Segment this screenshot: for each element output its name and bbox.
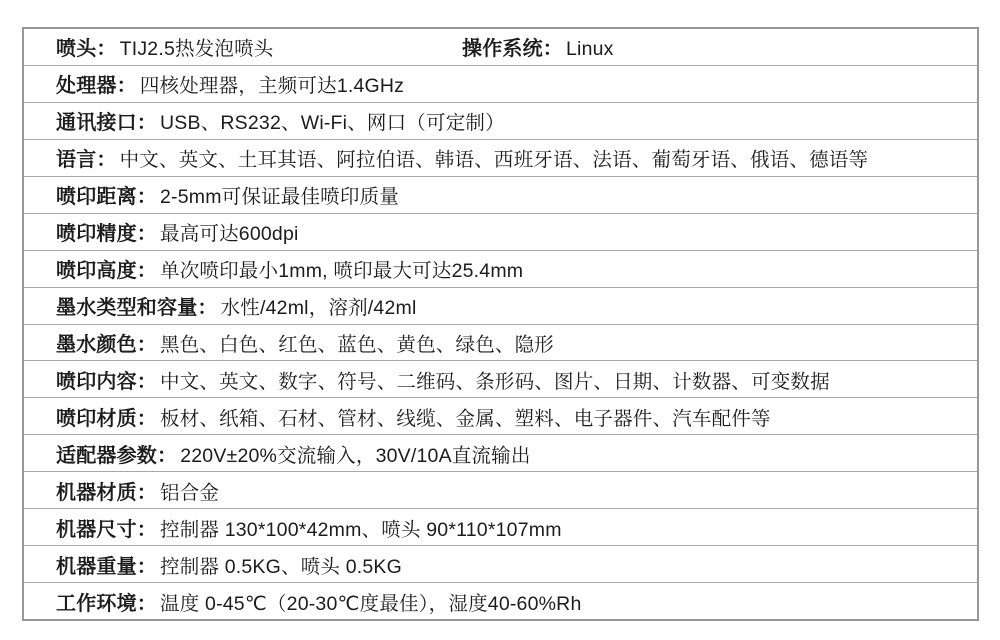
- spec-value-ink-colors: 黑色、白色、红色、蓝色、黄色、绿色、隐形: [160, 333, 555, 356]
- spec-cell-print-content: [56, 365, 830, 394]
- spec-row-working-environment: [24, 583, 977, 619]
- spec-row-print-resolution: [24, 214, 977, 251]
- spec-label-print-height: 喷印高度：: [56, 260, 157, 283]
- spec-cell-os: [462, 32, 614, 61]
- spec-label-interfaces: 通讯接口：: [56, 112, 157, 135]
- spec-value-print-height: 单次喷印最小1mm, 喷印最大可达25.4mm: [160, 260, 524, 283]
- spec-row-ink-type-capacity: [24, 288, 977, 325]
- spec-row-machine-size: [24, 509, 977, 546]
- spec-cell-print-materials: [56, 402, 771, 431]
- spec-label-ink-type-capacity: 墨水类型和容量：: [56, 297, 218, 320]
- spec-row-ink-colors: [24, 325, 977, 362]
- spec-row-print-height: [24, 251, 977, 288]
- spec-label-machine-material: 机器材质：: [56, 481, 157, 504]
- spec-value-working-environment: 温度 0-45℃（20-30℃度最佳），湿度40-60%Rh: [160, 592, 582, 615]
- spec-value-print-distance: 2-5mm可保证最佳喷印质量: [160, 186, 399, 209]
- spec-cell-print-height: [56, 254, 523, 283]
- spec-cell-printhead: [56, 32, 462, 61]
- spec-row-languages: [24, 140, 977, 177]
- spec-cell-print-resolution: [56, 217, 299, 246]
- spec-label-machine-weight: 机器重量：: [56, 555, 157, 578]
- spec-row-print-materials: [24, 398, 977, 435]
- spec-label-print-content: 喷印内容：: [56, 370, 157, 393]
- spec-value-machine-size: 控制器 130*100*42mm、喷头 90*110*107mm: [160, 518, 562, 541]
- spec-label-print-distance: 喷印距离：: [56, 186, 157, 209]
- product-spec-table: [22, 27, 979, 621]
- spec-cell-ink-type-capacity: [56, 291, 416, 320]
- spec-cell-processor: [56, 69, 404, 98]
- spec-value-print-resolution: 最高可达600dpi: [160, 223, 299, 246]
- spec-value-machine-weight: 控制器 0.5KG、喷头 0.5KG: [160, 555, 402, 578]
- spec-label-ink-colors: 墨水颜色：: [56, 333, 157, 356]
- spec-label-printhead: 喷头：: [56, 38, 117, 61]
- spec-value-print-materials: 板材、纸箱、石材、管材、线缆、金属、塑料、电子器件、汽车配件等: [160, 407, 771, 430]
- spec-cell-interfaces: [56, 106, 505, 135]
- spec-cell-working-environment: [56, 587, 582, 616]
- spec-cell-machine-size: [56, 513, 562, 542]
- spec-cell-print-distance: [56, 180, 399, 209]
- spec-label-languages: 语言：: [56, 149, 117, 172]
- spec-row-interfaces: [24, 103, 977, 140]
- spec-row-adapter-params: [24, 435, 977, 472]
- spec-value-machine-material: 铝合金: [160, 481, 220, 504]
- spec-value-adapter-params: 220V±20%交流输入，30V/10A直流输出: [180, 444, 531, 467]
- spec-value-interfaces: USB、RS232、Wi-Fi、网口（可定制）: [160, 112, 505, 135]
- spec-label-os: 操作系统：: [462, 38, 563, 61]
- spec-value-print-content: 中文、英文、数字、符号、二维码、条形码、图片、日期、计数器、可变数据: [160, 370, 830, 393]
- spec-value-printhead: TIJ2.5热发泡喷头: [119, 38, 274, 61]
- spec-label-processor: 处理器：: [56, 75, 137, 98]
- spec-cell-ink-colors: [56, 328, 554, 357]
- spec-row-processor: [24, 66, 977, 103]
- spec-value-processor: 四核处理器，主频可达1.4GHz: [139, 75, 405, 98]
- spec-cell-adapter-params: [56, 439, 531, 468]
- spec-label-print-resolution: 喷印精度：: [56, 223, 157, 246]
- spec-row-printhead-os: [24, 29, 977, 66]
- spec-label-working-environment: 工作环境：: [56, 592, 157, 615]
- spec-row-machine-weight: [24, 546, 977, 583]
- spec-row-print-distance: [24, 177, 977, 214]
- spec-label-machine-size: 机器尺寸：: [56, 518, 157, 541]
- spec-cell-machine-material: [56, 476, 219, 505]
- spec-row-machine-material: [24, 472, 977, 509]
- spec-value-languages: 中文、英文、土耳其语、阿拉伯语、韩语、西班牙语、法语、葡萄牙语、俄语、德语等: [119, 149, 869, 172]
- spec-cell-languages: [56, 143, 868, 172]
- spec-cell-machine-weight: [56, 550, 402, 579]
- spec-label-print-materials: 喷印材质：: [56, 407, 157, 430]
- spec-row-print-content: [24, 361, 977, 398]
- spec-label-adapter-params: 适配器参数：: [56, 444, 178, 467]
- spec-value-os: Linux: [566, 38, 614, 61]
- spec-value-ink-type-capacity: 水性/42ml，溶剂/42ml: [220, 297, 417, 320]
